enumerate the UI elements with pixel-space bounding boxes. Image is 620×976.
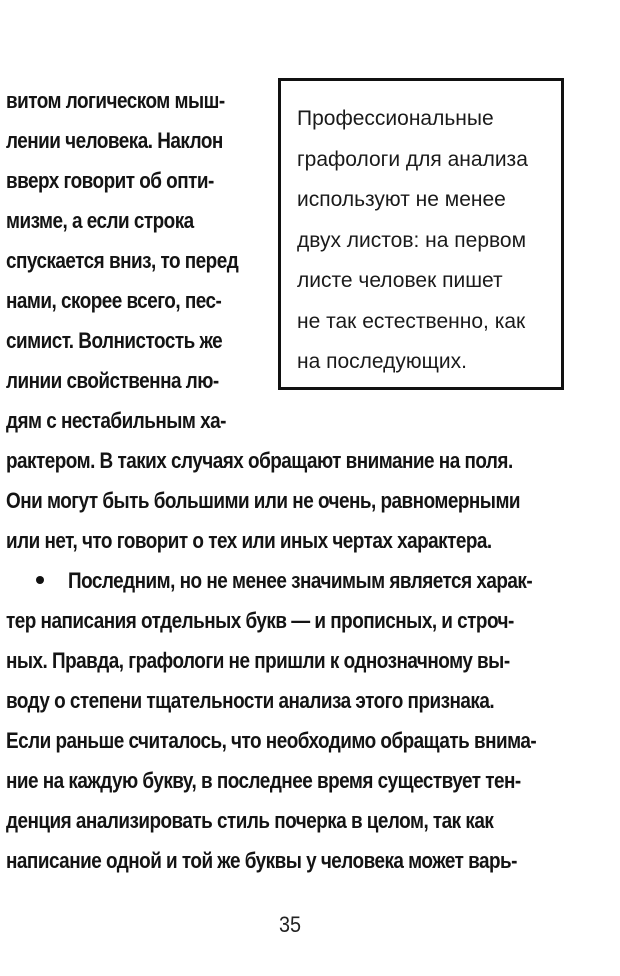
text-line: Последним, но не менее значимым является харак- [68,568,533,593]
sidebar-note-box [278,78,564,390]
note-line: листе человек пишет [297,269,503,292]
page-number: 35 [278,912,302,937]
note-line: на последующих. [297,350,467,373]
text-line: Они могут быть большими или не очень, равномерными [6,488,521,513]
text-line: вверх говорит об опти- [6,168,214,193]
note-line: используют не менее [297,188,506,211]
text-line: рактером. В таких случаях обращают внимание на поля. [6,448,513,473]
text-line: спускается вниз, то перед [6,248,239,273]
text-line: ние на каждую букву, в последнее время существует тен- [6,768,521,793]
text-line: мизме, а если строка [6,208,194,233]
note-line: двух листов: на первом [297,228,527,252]
bullet-icon [36,576,44,584]
text-line: тер написания отдельных букв — и прописных, и строч- [6,608,514,633]
text-line: Если раньше считалось, что необходимо обращать внима- [6,728,537,753]
note-line: Профессиональные [297,107,494,130]
text-line: ных. Правда, графологи не пришли к однозначному вы- [6,648,510,673]
text-line: воду о степени тщательности анализа этого признака. [6,688,495,713]
text-line: витом логическом мыш- [6,88,225,113]
text-line: или нет, что говорит о тех или иных чертах характера. [6,528,492,553]
text-line: линии свойственна лю- [6,368,219,393]
text-line: лении человека. Наклон [6,128,223,153]
text-line: нами, скорее всего, пес- [6,288,222,313]
text-line: денция анализировать стиль почерка в целом, так как [6,808,494,833]
note-line: графологи для анализа [297,147,528,171]
text-line: дям с нестабильным ха- [6,408,226,433]
note-line: не так естественно, как [297,309,526,333]
text-line: симист. Волнистость же [6,328,223,353]
text-line: написание одной и той же буквы у человека может варь- [6,848,517,873]
